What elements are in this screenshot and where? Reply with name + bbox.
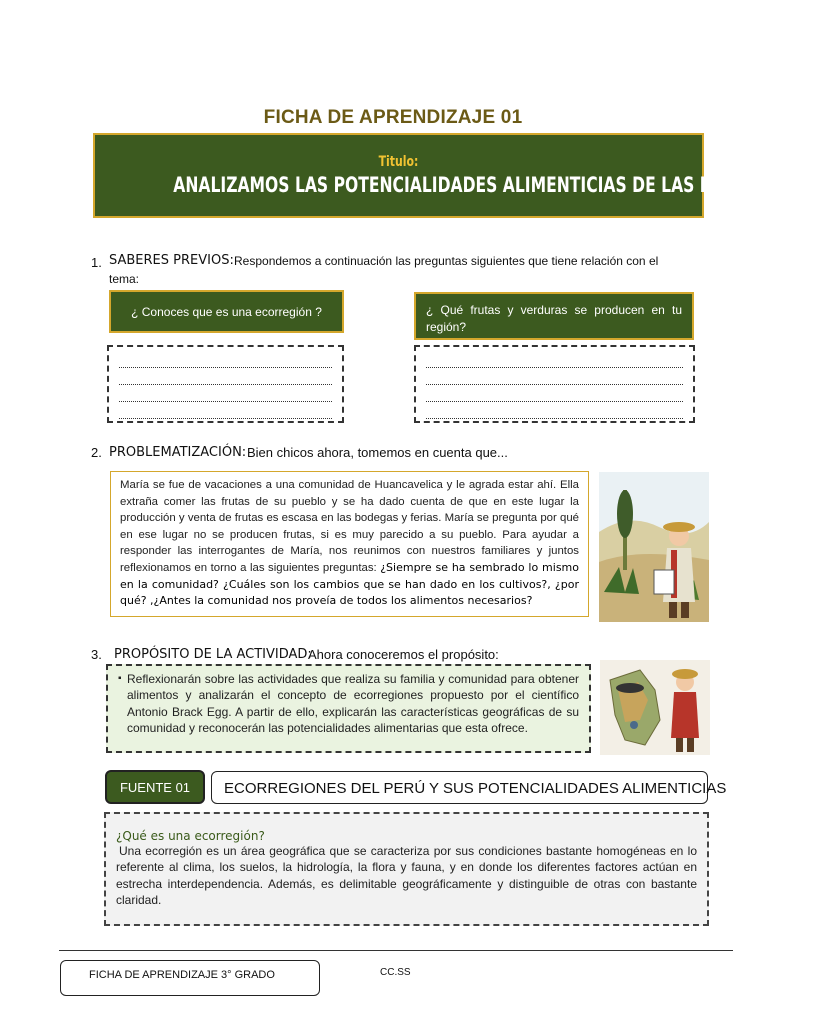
answer-line <box>119 385 332 402</box>
purpose-text: Reflexionarán sobre las actividades que realiza su familia y comunidad para obtener alimentos y analizarán el concepto de ecorregiones propuesto por el científico Antonio Brack Egg. A partir de ello, explicarán las características geográficas de su comunidad y reconocerán las potencialidades alimentarias que esta ofrece. <box>127 672 579 736</box>
source-title: ECORREGIONES DEL PERÚ Y SUS POTENCIALIDADES ALIMENTICIAS <box>211 771 708 804</box>
answer-line <box>426 351 683 368</box>
answer-line <box>119 402 332 419</box>
peru-map-with-child-illustration <box>600 660 710 755</box>
footer-label: FICHA DE APRENDIZAJE 3° GRADO <box>60 960 320 996</box>
section-1-text-cont: tema: <box>109 272 140 286</box>
section-2-heading: PROBLEMATIZACIÓN: <box>109 445 247 460</box>
girl-in-andean-landscape-illustration <box>599 472 709 622</box>
section-1-heading: SABERES PREVIOS: <box>109 253 234 268</box>
question-2-text: ¿ Qué frutas y verduras se producen en tu región? <box>426 303 682 334</box>
footer-divider <box>59 950 733 951</box>
title-banner <box>93 133 837 218</box>
section-2-text: Bien chicos ahora, tomemos en cuenta que... <box>247 445 508 460</box>
answer-line <box>426 385 683 402</box>
answer-line <box>119 351 332 368</box>
story-box <box>110 471 589 617</box>
purpose-box <box>106 664 591 753</box>
question-1-text: ¿ Conoces que es una ecorregión ? <box>131 304 322 319</box>
story-questions: ¿Siempre se ha sembrado lo mismo en la comunidad? ¿Cuáles son los cambios que se han dado en los cultivos?, ¿por qué? ,¿Antes la comunidad nos proveía de todos los alimentos necesarios? <box>120 560 579 608</box>
section-3-number: 3. <box>91 647 102 662</box>
banner-heading: ANALIZAMOS LAS POTENCIALIDADES ALIMENTICIAS DE LAS ECORREGIONES <box>173 173 837 197</box>
answer-line <box>119 368 332 385</box>
footer-course-code: CC.SS <box>380 967 411 978</box>
document-title: FICHA DE APRENDIZAJE 01 <box>263 107 523 128</box>
question-box-frutas <box>414 292 694 340</box>
answer-area-1[interactable] <box>107 345 344 423</box>
source-question: ¿Qué es una ecorregión? <box>116 829 265 843</box>
source-body: Una ecorregión es un área geográfica que se caracteriza por sus condiciones bastante homogéneas en lo referente al clima, los suelos, la hidrología, la flora y fauna, y en donde los diferentes factores actúan en estrecha interdependencia. Además, es delimitable geográficamente y distinguible de otras con bastante claridad. <box>116 844 697 908</box>
question-box-ecorregion <box>109 290 344 333</box>
section-3-heading: PROPÓSITO DE LA ACTIVIDAD: <box>114 647 312 662</box>
section-1-number: 1. <box>91 255 102 270</box>
answer-line <box>426 368 683 385</box>
story-text: María se fue de vacaciones a una comunidad de Huancavelica y le agrada estar ahí. Ella extraña comer las frutas de su pueblo y se ha dado cuenta de que en este lugar la producción y venta de frutas es escasa en las bodegas y ferias. María se pregunta por qué en ese lugar no se producen frutas, si es muy parecido a su pueblo. Para ayudar a responder las interrogantes de María, nos reunimos con nuestros familiares y juntos reflexionamos en torno a las siguientes preguntas: <box>120 479 579 574</box>
source-box <box>104 812 709 926</box>
section-1-text: Respondemos a continuación las preguntas siguientes que tiene relación con el <box>234 254 659 268</box>
section-2-number: 2. <box>91 445 102 460</box>
answer-area-2[interactable] <box>414 345 695 423</box>
banner-label: Titulo: <box>378 154 419 170</box>
bullet-icon: ▪ <box>118 673 122 684</box>
answer-line <box>426 402 683 419</box>
source-tag: FUENTE 01 <box>105 770 205 804</box>
section-3-text: Ahora conoceremos el propósito: <box>308 647 499 662</box>
